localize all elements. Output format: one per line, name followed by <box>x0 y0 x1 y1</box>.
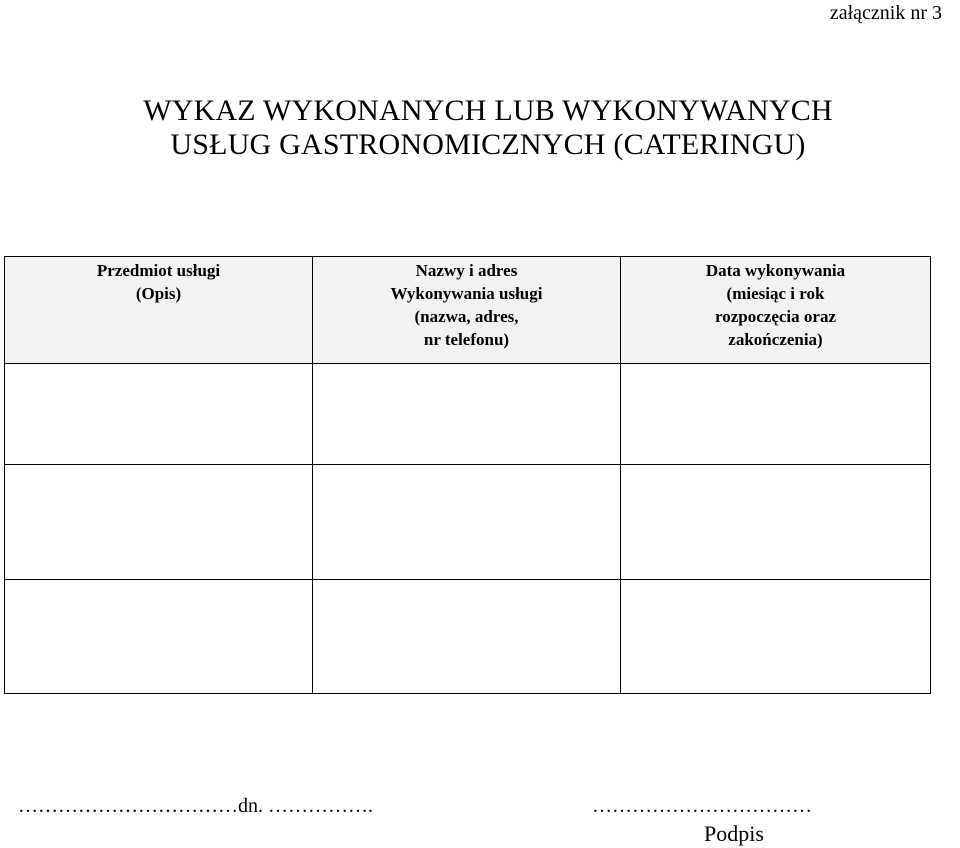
header-line: Nazwy i adres <box>415 261 518 280</box>
table-cell-subject[interactable] <box>5 580 313 694</box>
title-line-1: WYKAZ WYKONANYCH LUB WYKONYWANYCH <box>143 94 833 127</box>
table-cell-subject[interactable] <box>5 465 313 580</box>
header-line: rozpoczęcia oraz <box>715 307 836 326</box>
column-header-date <box>621 257 931 364</box>
header-line: (nazwa, adres, <box>414 307 519 326</box>
header-line: Przedmiot usługi <box>96 261 221 280</box>
attachment-label: załącznik nr 3 <box>829 2 942 24</box>
table-cell-date[interactable] <box>621 364 931 465</box>
table-row <box>5 465 931 580</box>
column-header-name-address <box>313 257 621 364</box>
table-cell-subject[interactable] <box>5 364 313 465</box>
column-header-subject <box>5 257 313 364</box>
header-line: Data wykonywania <box>705 261 846 280</box>
table-cell-date[interactable] <box>621 580 931 694</box>
table-row <box>5 580 931 694</box>
table-cell-name-address[interactable] <box>313 364 621 465</box>
table-cell-date[interactable] <box>621 465 931 580</box>
signature-line: …………………………… <box>592 795 812 817</box>
place-date-line: ……………………………dn. ……………. <box>18 795 373 817</box>
header-line: (miesiąc i rok <box>726 284 825 303</box>
title-line-2: USŁUG GASTRONOMICZNYCH (CATERINGU) <box>170 128 806 161</box>
header-line: nr telefonu) <box>423 330 510 349</box>
document-title <box>0 94 960 162</box>
table-row <box>5 364 931 465</box>
table-cell-name-address[interactable] <box>313 580 621 694</box>
services-table <box>4 256 931 694</box>
table-cell-name-address[interactable] <box>313 465 621 580</box>
table-header-row <box>5 257 931 364</box>
header-line: (Opis) <box>135 284 182 303</box>
signature-label: Podpis <box>704 821 764 846</box>
header-line: zakończenia) <box>728 330 823 349</box>
header-line: Wykonywania usługi <box>390 284 543 303</box>
